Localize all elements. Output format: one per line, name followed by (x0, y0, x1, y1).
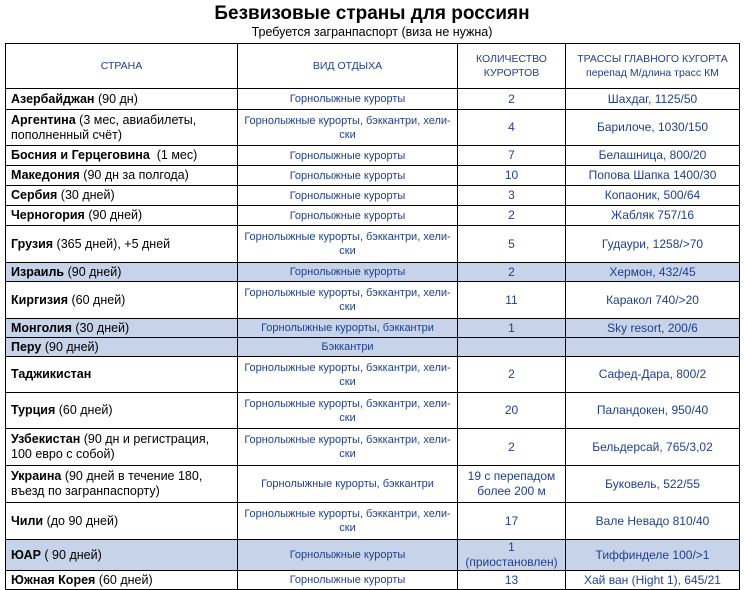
cell-trails: Sky resort, 200/6 (566, 319, 740, 338)
cell-country (6, 540, 238, 571)
cell-count: 2 (458, 89, 566, 110)
table-row (6, 357, 740, 393)
country-note: (60 дней) (95, 572, 153, 587)
countries-table (5, 43, 740, 590)
cell-country (6, 226, 238, 263)
cell-country (6, 206, 238, 226)
country-note: (90 дн и регистрация, 100 евро с собой) (11, 432, 213, 461)
cell-type: Горнолыжные курорты (238, 89, 458, 110)
country-name: Аргентина (11, 112, 76, 127)
header-type: ВИД ОТДЫХА (238, 44, 458, 89)
cell-count: 3 (458, 186, 566, 206)
cell-trails: Гудаури, 1258/>70 (566, 226, 740, 263)
country-name: Македония (11, 168, 80, 182)
country-name: Киргизия (11, 292, 69, 307)
table-row (6, 393, 740, 429)
cell-country (6, 357, 238, 393)
table-row (6, 110, 740, 146)
cell-count: 2 (458, 263, 566, 282)
table-row (6, 503, 740, 540)
country-note: (1 мес) (149, 148, 198, 162)
cell-trails: Шахдаг, 1125/50 (566, 89, 740, 110)
header-country: СТРАНА (6, 44, 238, 89)
country-name: Перу (11, 339, 42, 354)
table-row (6, 319, 740, 338)
cell-country (6, 503, 238, 540)
table-row (6, 429, 740, 466)
cell-country (6, 338, 238, 357)
cell-type: Горнолыжные курорты, бэккантри (238, 466, 458, 503)
cell-type: Горнолыжные курорты (238, 571, 458, 590)
country-note: (365 дней), +5 дней (53, 236, 171, 251)
cell-type: Горнолыжные курорты, бэккантри, хели-ски (238, 393, 458, 429)
cell-count: 1 (приостановлен) (458, 540, 566, 571)
cell-count: 11 (458, 282, 566, 319)
table-row (6, 146, 740, 166)
cell-country (6, 146, 238, 166)
country-name: Грузия (11, 236, 54, 251)
cell-type: Горнолыжные курорты, бэккантри, хели-ски (238, 429, 458, 466)
page-title: Безвизовые страны для россиян (214, 3, 530, 24)
page-subtitle: Требуется загранпаспорт (виза не нужна) (251, 25, 493, 39)
cell-trails: Попова Шапка 1400/30 (566, 166, 740, 186)
cell-trails: Вале Невадо 810/40 (566, 503, 740, 540)
cell-type: Горнолыжные курорты, бэккантри, хели-ски (238, 503, 458, 540)
cell-count: 19 с перепадом более 200 м (458, 466, 566, 503)
cell-trails: Барилоче, 1030/150 (566, 110, 740, 146)
cell-type: Горнолыжные курорты (238, 146, 458, 166)
cell-type: Горнолыжные курорты, бэккантри, хели-ски (238, 110, 458, 146)
table-header-row (6, 44, 740, 89)
country-name: Украина (11, 469, 62, 483)
country-name: Монголия (11, 320, 72, 335)
country-name: Чили (11, 513, 44, 528)
country-name: Босния и Герцеговина (11, 148, 150, 162)
country-note: ( 90 дней) (40, 547, 102, 562)
cell-trails: Бельдерсай, 765/3,02 (566, 429, 740, 466)
cell-trails: Хай ван (Hight 1), 645/21 (566, 571, 740, 590)
cell-trails: Каракол 740/>20 (566, 282, 740, 319)
country-name: Черногория (11, 208, 85, 222)
cell-type: Горнолыжные курорты (238, 263, 458, 282)
cell-country (6, 571, 238, 590)
country-name: Израиль (11, 264, 65, 279)
cell-trails: Сафед-Дара, 800/2 (566, 357, 740, 393)
country-name: Южная Корея (11, 572, 96, 587)
cell-trails: Хермон, 432/45 (566, 263, 740, 282)
cell-count: 5 (458, 226, 566, 263)
cell-type: Горнолыжные курорты, бэккантри (238, 319, 458, 338)
table-row (6, 206, 740, 226)
country-note: (60 дней) (55, 403, 113, 417)
country-note: (90 дней в течение 180, въезд по загранпаспорту) (11, 469, 206, 498)
header-trails: ТРАССЫ ГЛАВНОГО КУГОРТА перепад М/длина трасс КМ (566, 44, 740, 89)
cell-trails: Жабляк 757/16 (566, 206, 740, 226)
country-name: Азербайджан (11, 91, 95, 106)
cell-country (6, 282, 238, 319)
country-note: (30 дней) (71, 320, 130, 335)
cell-type: Горнолыжные курорты (238, 206, 458, 226)
cell-type: Горнолыжные курорты, бэккантри, хели-ски (238, 282, 458, 319)
cell-type: Горнолыжные курорты (238, 540, 458, 571)
cell-type: Горнолыжные курорты, бэккантри, хели-ски (238, 357, 458, 393)
cell-count: 20 (458, 393, 566, 429)
cell-count: 13 (458, 571, 566, 590)
table-row (6, 263, 740, 282)
cell-country (6, 89, 238, 110)
table-row (6, 89, 740, 110)
country-note: (90 дней) (64, 264, 122, 279)
cell-country (6, 263, 238, 282)
cell-trails: Буковель, 522/55 (566, 466, 740, 503)
country-note: (60 дней) (68, 292, 126, 307)
cell-count: 2 (458, 357, 566, 393)
cell-count: 17 (458, 503, 566, 540)
cell-count: 2 (458, 206, 566, 226)
country-name: Турция (11, 403, 56, 417)
cell-type: Горнолыжные курорты, бэккантри, хели-ски (238, 226, 458, 263)
country-note: (3 мес, авиабилеты, пополненный счёт) (11, 112, 200, 142)
table-row (6, 282, 740, 319)
cell-country (6, 166, 238, 186)
country-name: Таджикистан (11, 367, 92, 381)
table-row (6, 571, 740, 590)
country-name: ЮАР (11, 547, 41, 562)
cell-count: 1 (458, 319, 566, 338)
country-name: Узбекистан (11, 432, 81, 446)
cell-country (6, 466, 238, 503)
table-row (6, 186, 740, 206)
table-row (6, 466, 740, 503)
cell-trails: Белашница, 800/20 (566, 146, 740, 166)
country-name: Сербия (11, 188, 58, 202)
cell-count: 7 (458, 146, 566, 166)
cell-trails: Паландокен, 950/40 (566, 393, 740, 429)
country-note: (30 дней) (57, 188, 115, 202)
cell-country (6, 429, 238, 466)
country-note: (90 дн за полгода) (79, 168, 189, 182)
cell-type: Бэккантри (238, 338, 458, 357)
cell-country (6, 110, 238, 146)
cell-country (6, 393, 238, 429)
cell-trails: Копаоник, 500/64 (566, 186, 740, 206)
cell-trails: Тиффинделе 100/>1 (566, 540, 740, 571)
table-body (6, 89, 740, 590)
country-note: (до 90 дней) (43, 513, 119, 528)
cell-type: Горнолыжные курорты (238, 166, 458, 186)
cell-country (6, 186, 238, 206)
cell-count: 4 (458, 110, 566, 146)
country-note: (90 дней) (84, 208, 143, 222)
table-row (6, 540, 740, 571)
cell-trails (566, 338, 740, 357)
cell-count: 10 (458, 166, 566, 186)
cell-country (6, 319, 238, 338)
country-note: (90 дн) (94, 91, 138, 106)
header-count: КОЛИЧЕСТВО КУРОРТОВ (458, 44, 566, 89)
country-note: (90 дней) (41, 339, 99, 354)
cell-count: 2 (458, 429, 566, 466)
table-row (6, 338, 740, 357)
table-row (6, 226, 740, 263)
table-row (6, 166, 740, 186)
cell-type: Горнолыжные курорты (238, 186, 458, 206)
cell-count (458, 338, 566, 357)
